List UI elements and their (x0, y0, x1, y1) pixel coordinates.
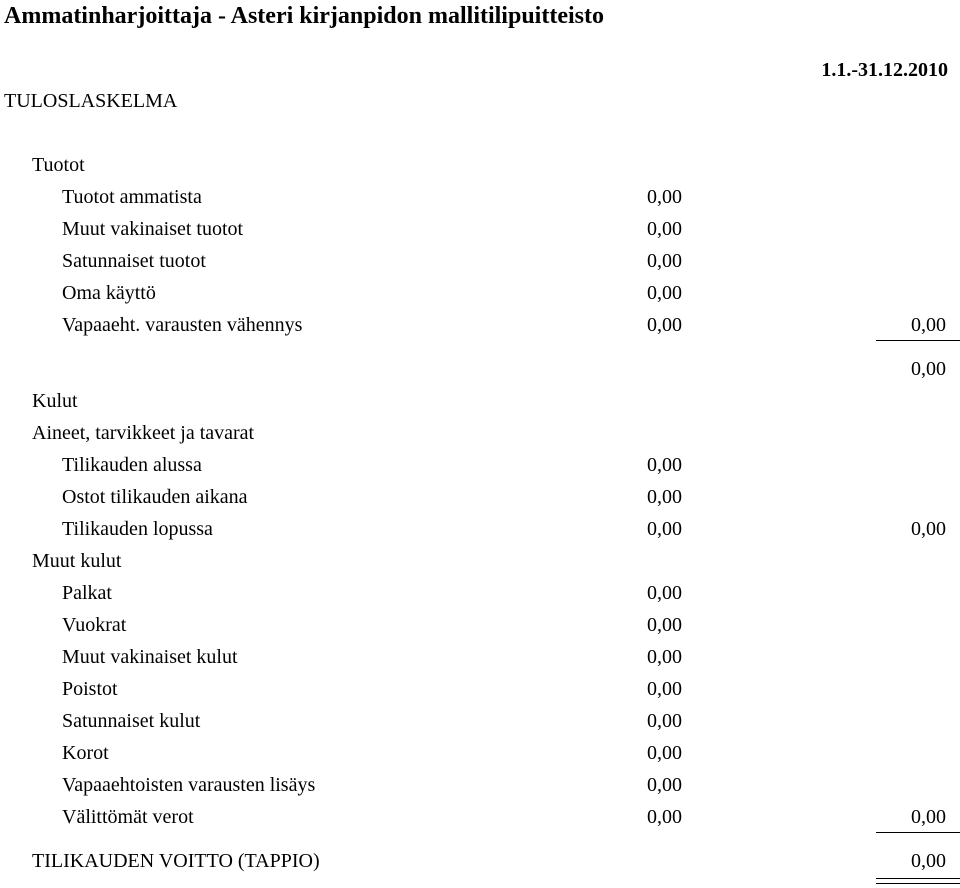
subtotal-rule (876, 832, 960, 833)
row-amount: 0,00 (647, 582, 682, 604)
row-total: 0,00 (911, 518, 946, 540)
row-amount: 0,00 (647, 218, 682, 240)
row-amount: 0,00 (647, 710, 682, 732)
row-amount: 0,00 (647, 314, 682, 336)
row-label: Vapaaehtoisten varausten lisäys (62, 774, 316, 796)
row-amount: 0,00 (647, 486, 682, 508)
row-amount: 0,00 (647, 806, 682, 828)
row-label: Satunnaiset tuotot (62, 250, 206, 272)
income-sum: 0,00 (911, 358, 946, 380)
row-label: Tilikauden alussa (62, 454, 202, 476)
result-label: TILIKAUDEN VOITTO (TAPPIO) (32, 850, 320, 872)
row-label: Ostot tilikauden aikana (62, 486, 248, 508)
row-label: Vuokrat (62, 614, 127, 636)
row-amount: 0,00 (647, 678, 682, 700)
row-amount: 0,00 (647, 282, 682, 304)
row-amount: 0,00 (647, 518, 682, 540)
row-total: 0,00 (911, 314, 946, 336)
double-rule-bottom (876, 883, 960, 884)
row-total: 0,00 (911, 806, 946, 828)
row-label: Poistot (62, 678, 118, 700)
section-heading-tuotot: Tuotot (32, 154, 85, 176)
row-amount: 0,00 (647, 614, 682, 636)
row-amount: 0,00 (647, 742, 682, 764)
subtotal-rule (876, 340, 960, 341)
row-label: Tuotot ammatista (62, 186, 202, 208)
report-name: TULOSLASKELMA (4, 90, 178, 112)
row-amount: 0,00 (647, 250, 682, 272)
row-label: Korot (62, 742, 109, 764)
row-label: Muut vakinaiset kulut (62, 646, 238, 668)
subsection-heading-muut-kulut: Muut kulut (32, 550, 122, 572)
row-label: Tilikauden lopussa (62, 518, 213, 540)
result-amount: 0,00 (911, 850, 946, 872)
row-label: Muut vakinaiset tuotot (62, 218, 244, 240)
report-period: 1.1.-31.12.2010 (821, 59, 948, 81)
row-label: Satunnaiset kulut (62, 710, 201, 732)
subsection-heading-aineet: Aineet, tarvikkeet ja tavarat (32, 422, 255, 444)
row-amount: 0,00 (647, 454, 682, 476)
section-heading-kulut: Kulut (32, 390, 78, 412)
row-amount: 0,00 (647, 186, 682, 208)
row-label: Oma käyttö (62, 282, 156, 304)
row-amount: 0,00 (647, 646, 682, 668)
row-amount: 0,00 (647, 774, 682, 796)
row-label: Vapaaeht. varausten vähennys (62, 314, 303, 336)
document-title: Ammatinharjoittaja - Asteri kirjanpidon mallitilipuitteisto (4, 3, 604, 29)
row-label: Välittömät verot (62, 806, 194, 828)
double-rule-top (876, 878, 960, 879)
row-label: Palkat (62, 582, 112, 604)
